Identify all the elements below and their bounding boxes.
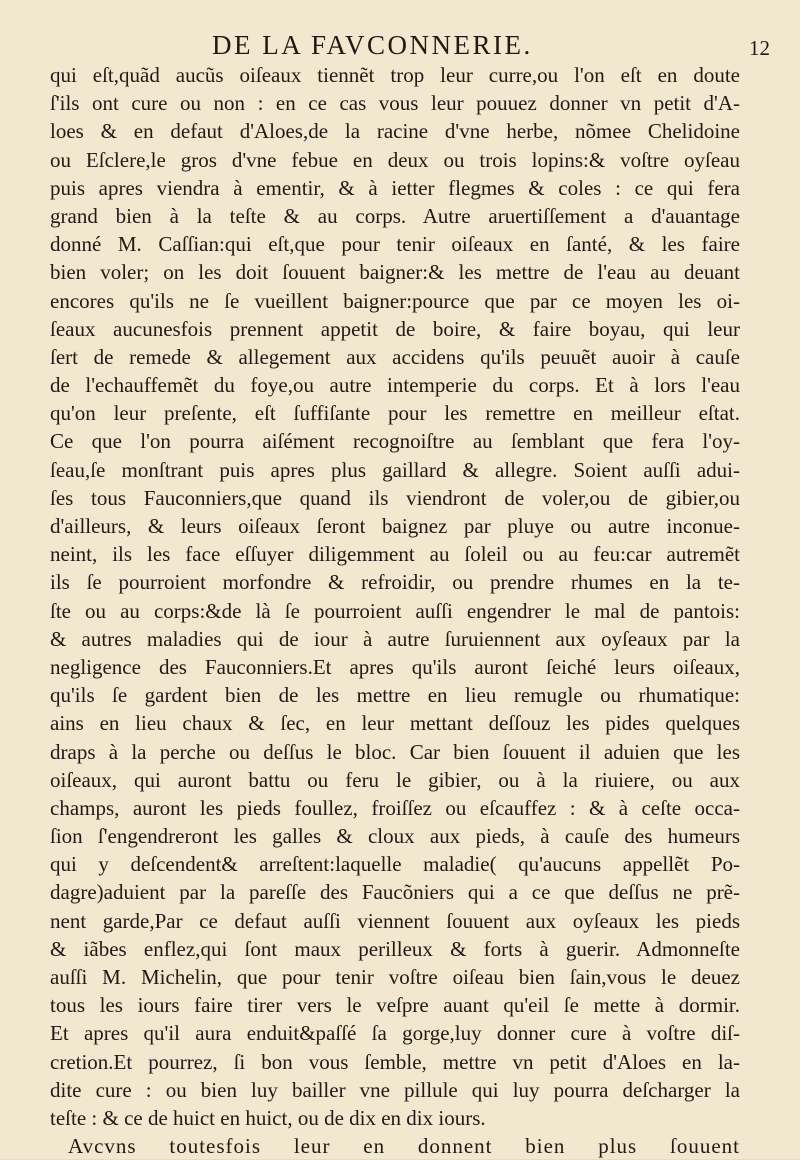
text-line: bien voler; on les doit ſouuent baigner:& les mettre de l'eau au deuant	[50, 260, 740, 285]
text-line: draps à la perche ou deſſus le bloc. Car bien ſouuent il aduien que les	[50, 739, 740, 764]
text-line: ſ'ils ont cure ou non : en ce cas vous leur pouuez donner vn petit d'A-	[50, 91, 740, 116]
page-number: 12	[749, 36, 770, 60]
text-line: dagre)aduient par la pareſſe des Faucõniers qui a ce que deſſus ne prẽ-	[50, 880, 740, 905]
text-line: qui eſt,quãd aucũs oiſeaux tiennẽt trop leur curre,ou l'on eſt en doute	[50, 63, 740, 87]
text-line: Et apres qu'il aura enduit&paſſé ſa gorge,luy donner cure à voſtre diſ-	[50, 1021, 740, 1046]
text-line: champs, auront les pieds foullez, froiſſez ou eſcauffez : & à ceſte occa-	[50, 795, 740, 820]
text-line: auſſi M. Michelin, que pour tenir voſtre oiſeau bien ſain,vous le deuez	[50, 965, 740, 989]
text-line: ſert de remede & allegement aux accidens qu'ils peuuẽt auoir à cauſe	[50, 344, 740, 369]
paragraph-end-line: teſte : & ce de huict en huict, ou de dix en dix iours.	[50, 1105, 486, 1130]
text-line: & iãbes enflez,qui ſont maux perilleux & forts à guerir. Admonneſte	[50, 936, 740, 961]
text-line: ſeau,ſe monſtrant puis apres plus gaillard & allegre. Soient auſſi adui-	[50, 457, 740, 482]
text-line: ſes tous Fauconniers,que quand ils viendront de voler,ou de gibier,ou	[50, 485, 740, 510]
text-line: d'ailleurs, & leurs oiſeaux ſeront baignez par pluye ou autre inconue-	[50, 514, 740, 538]
text-line: negligence des Fauconniers.Et apres qu'ils auront ſeiché leurs oiſeaux,	[50, 654, 740, 679]
text-line: dite cure : ou bien luy bailler vne pillule qui luy pourra deſcharger la	[50, 1077, 740, 1102]
text-line: Ce que l'on pourra aiſément recognoiſtre au ſemblant que fera l'oy-	[50, 429, 740, 454]
text-line: loes & en defaut d'Aloes,de la racine d'vne herbe, nõmee Chelidoine	[50, 119, 740, 144]
text-line: oiſeaux, qui auront battu ou feru le gibier, ou à la riuiere, ou aux	[50, 767, 740, 792]
text-line: qu'on leur preſente, eſt ſuffiſante pour les remettre en meilleur eſtat.	[50, 401, 740, 426]
running-title: DE LA FAVCONNERIE.	[212, 30, 533, 60]
text-line: cretion.Et pourrez, ſi bon vous ſemble, mettre vn petit d'Aloes en la-	[50, 1049, 740, 1074]
text-line: nent garde,Par ce defaut auſſi viennent ſouuent aux oyſeaux les pieds	[50, 908, 740, 933]
text-line: grand bien à la teſte & au corps. Autre aruertiſſement a d'auantage	[50, 203, 740, 228]
text-line: ains en lieu chaux & ſec, en leur mettant deſſouz les pides quelques	[50, 711, 740, 736]
text-line: puis apres viendra à ementir, & à ietter flegmes & coles : ce qui fera	[50, 175, 740, 200]
new-paragraph-line: Avcvns toutesfois leur en donnent bien plus ſouuent	[68, 1134, 740, 1159]
text-line: qu'ils ſe gardent bien de les mettre en lieu remugle ou rhumatique:	[50, 683, 740, 708]
text-line: encores qu'ils ne ſe vueillent baigner:pource que par ce moyen les oi-	[50, 288, 740, 313]
text-line: & autres maladies qui de iour à autre ſuruiennent aux oyſeaux par la	[50, 626, 740, 651]
text-line: ou Eſclere,le gros d'vne febue en deux ou trois lopins:& voſtre oyſeau	[50, 147, 740, 172]
text-line: de l'echauffemẽt du foye,ou autre intemperie du corps. Et à lors l'eau	[50, 373, 740, 398]
text-line: ſion ſ'engendreront les galles & cloux aux pieds, à cauſe des humeurs	[50, 824, 740, 849]
text-line: ſeaux aucunesfois prennent appetit de boire, & faire boyau, qui leur	[50, 316, 740, 341]
text-line: neint, ils les face eſſuyer diligemment au ſoleil ou au feu:car autremẽt	[50, 542, 740, 567]
body-text	[50, 61, 740, 1160]
text-line: qui y deſcendent& arreſtent:laquelle maladie( qu'aucuns appellẽt Po-	[50, 852, 740, 877]
text-line: ils ſe pourroient morfondre & refroidir, ou prendre rhumes en la te-	[50, 570, 740, 595]
text-line: ſte ou au corps:&de là ſe pourroient auſſi engendrer le mal de pantois:	[50, 598, 740, 623]
text-line: donné M. Caſſian:qui eſt,que pour tenir oiſeaux en ſanté, & les faire	[50, 232, 740, 257]
text-line: tous les iours faire tirer vers le veſpre auant qu'eil ſe mette à dormir.	[50, 993, 740, 1018]
